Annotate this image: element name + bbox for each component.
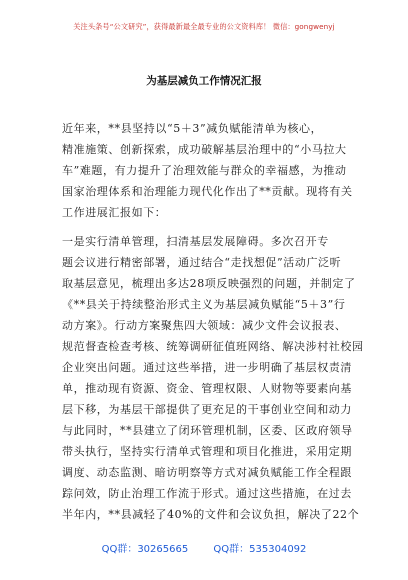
document-body [62,118,364,525]
paragraph-list-management [62,231,364,525]
text-line: 题会议进行精密部署，通过结合“走找想促”活动广泛听 [62,256,342,269]
text-line: 取基层意见，梳理出多达28项反映强烈的问题，并制定了 [62,277,356,290]
paragraph-intro [62,118,352,223]
text-line: 单，推动现有资源、资金、管理权限、人财物等要素向基 [62,382,352,395]
text-line: 与此同时，**县建立了闭环管理机制，区委、区政府领导 [62,424,353,437]
text-line: 工作进展汇报如下： [62,206,167,219]
text-line: 规范督查检查考核、统筹调研征值班网络、解决涉村社校园 [62,340,364,353]
text-line: 《**县关于持续整治形式主义为基层减负赋能“5＋3”行 [62,298,346,311]
text-line: 车”难题，有力提升了治理效能与群众的幸福感，为推动 [62,164,347,177]
qq-group-2: QQ群：535304092 [213,544,307,555]
text-line: 带头执行，坚持实行清单式管理和项目化推进，采用定期 [62,445,352,458]
text-line: 一是实行清单管理，扫清基层发展障碍。多次召开专 [62,235,329,248]
text-line: 企业突出问题。通过这些举措，进一步明确了基层权责清 [62,361,352,374]
text-line: 调度、动态监测、暗访明察等方式对减负赋能工作全程跟 [62,466,352,479]
document-title: 为基层减负工作情况汇报 [146,75,262,87]
footer-contact [0,540,408,555]
header-note: 关注头条号“公文研究”，获得最新最全最专业的公文资料库！ 微信：gongwenyj [73,22,335,31]
text-line: 近年来，**县坚持以“5＋3”减负赋能清单为核心， [62,122,323,135]
qq-group-1: QQ群：30265665 [101,544,189,555]
text-line: 层下移，为基层干部提供了更充足的干事创业空间和动力 [62,403,352,416]
text-line: 踪问效，防止治理工作流于形式。通过这些措施，在过去 [62,487,352,500]
text-line: 国家治理体系和治理能力现代化作出了**贡献。现将有关 [62,185,353,198]
text-line: 精准施策、创新探索，成功破解基层治理中的“小马拉大 [62,143,347,156]
text-line: 动方案》。行动方案聚焦四大领域：减少文件会议报表、 [62,319,347,332]
text-line: 半年内，**县减轻了40%的文件和会议负担，解决了22个 [62,508,360,521]
